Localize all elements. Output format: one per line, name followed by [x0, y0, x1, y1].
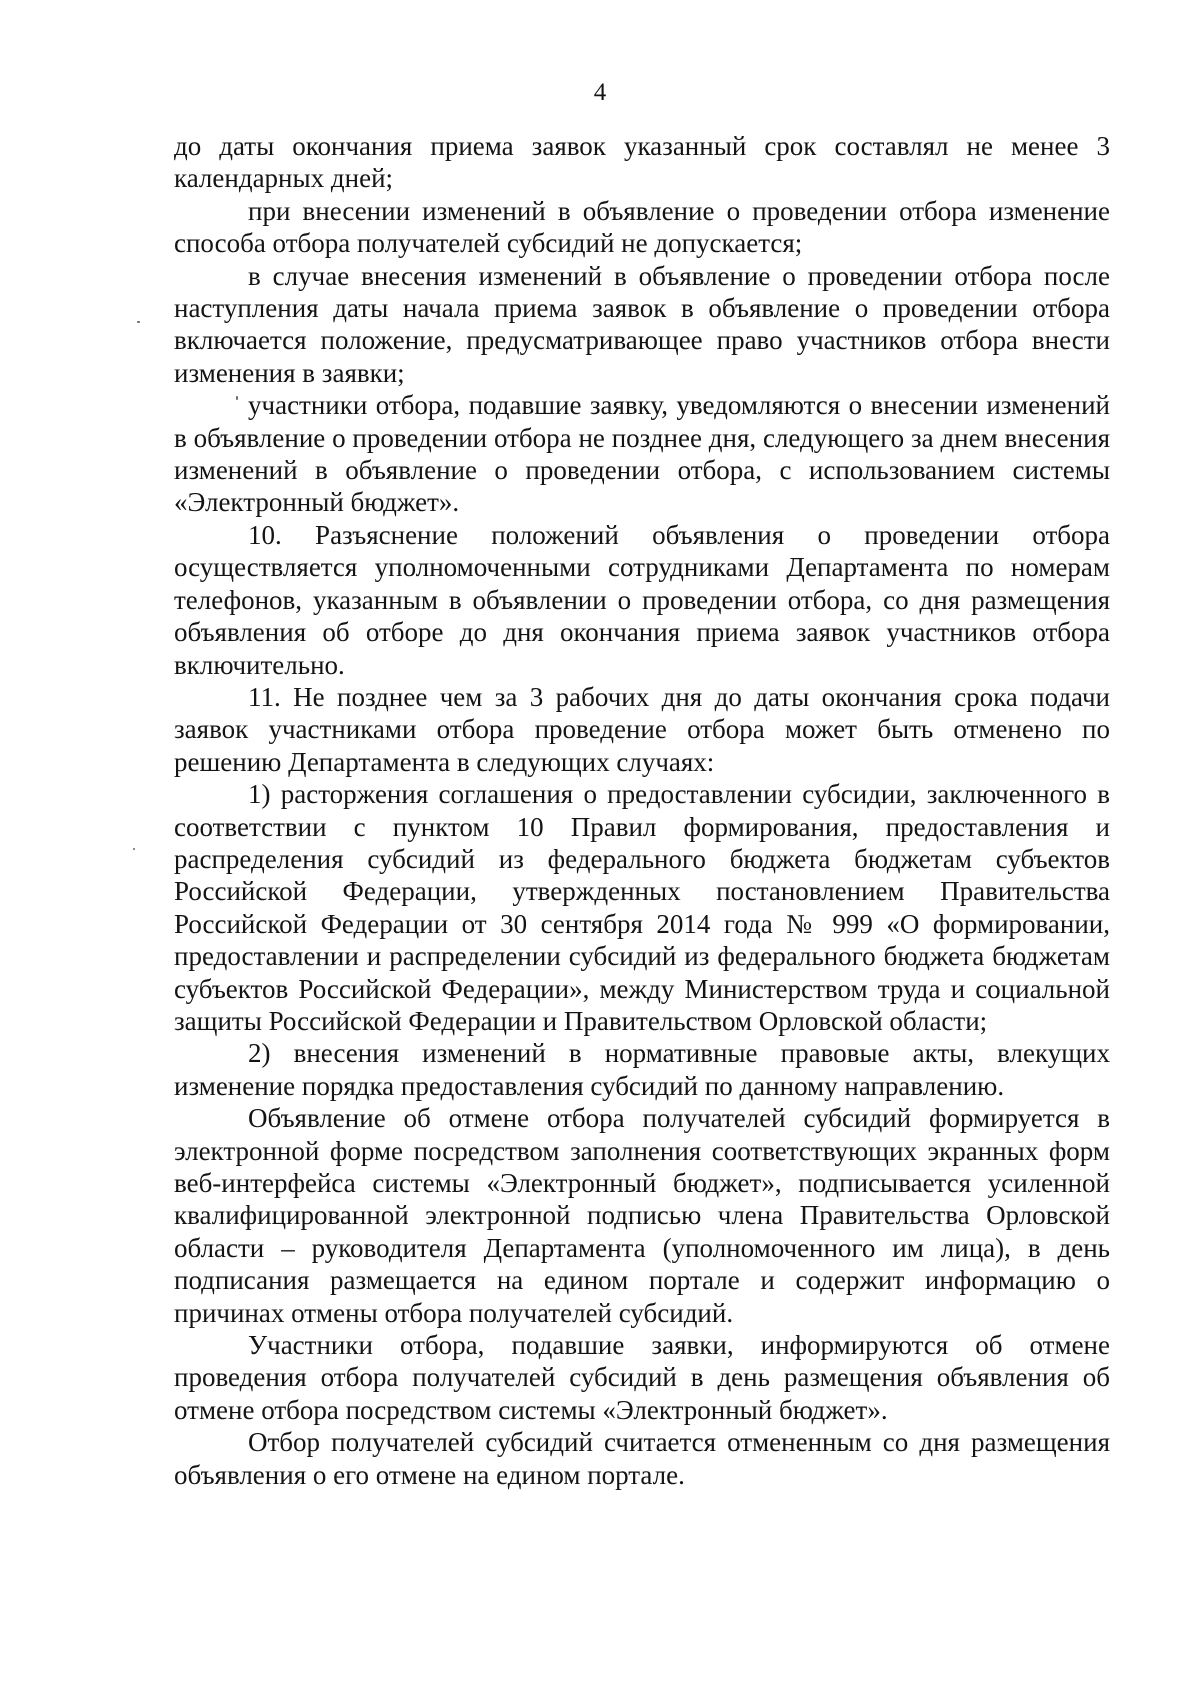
paragraph: в случае внесения изменений в объявление о проведении отбора после наступления даты начала приема заявок в объявление о проведении отбора включается положение, предусматривающее право участников отбора внести изменения в заявки;	[174, 260, 1110, 388]
page-number: 4	[593, 79, 607, 106]
paragraph-item-10: 10. Разъяснение положений объявления о проведении отбора осуществляется уполномоченными сотрудниками Департамента по номерам телефонов, указанным в объявлении о проведении отбора, со дня размещения объявления об отборе до дня окончания приема заявок участников отбора включительно.	[174, 519, 1110, 680]
paragraph-subitem-2: 2) внесения изменений в нормативные правовые акты, влекущих изменение порядка предоставления субсидий по данному направлению.	[174, 1038, 1110, 1101]
scan-speck	[236, 396, 238, 400]
paragraph: участники отбора, подавшие заявку, уведомляются о внесении изменений в объявление о проведении отбора не позднее дня, следующего за днем внесения изменений в объявление о проведении отбора, с использованием системы «Электронный бюджет».	[174, 390, 1110, 518]
paragraph: при внесении изменений в объявление о проведении отбора изменение способа отбора получателей субсидий не допускается;	[174, 195, 1110, 259]
document-body	[174, 130, 1110, 1491]
paragraph: до даты окончания приема заявок указанный срок составлял не менее 3 календарных дней;	[174, 131, 1110, 194]
paragraph: Отбор получателей субсидий считается отмененным со дня размещения объявления о его отмене на едином портале.	[174, 1427, 1110, 1490]
scan-speck	[137, 321, 140, 323]
paragraph-item-11: 11. Не позднее чем за 3 рабочих дня до даты окончания срока подачи заявок участниками отбора проведение отбора может быть отменено по решению Департамента в следующих случаях:	[174, 681, 1110, 777]
paragraph: Участники отбора, подавшие заявки, информируются об отмене проведения отбора получателей субсидий в день размещения объявления об отмене отбора посредством системы «Электронный бюджет».	[174, 1330, 1110, 1425]
paragraph-subitem-1: 1) расторжения соглашения о предоставлении субсидии, заключенного в соответствии с пунктом 10 Правил формирования, предоставления и распределения субсидий из федерального бюджета бюджетам субъектов Российской Федерации, утвержденных постановлением Правительства Российской Федерации от 30 сентября 2014 года № 999 «О формировании, предоставлении и распределении субсидий из федерального бюджета бюджетам субъектов Российской Федерации», между Министерством труда и социальной защиты Российской Федерации и Правительством Орловской области;	[174, 779, 1110, 1036]
paragraph: Объявление об отмене отбора получателей субсидий формируется в электронной форме посредством заполнения соответствующих экранных форм веб-интерфейса системы «Электронный бюджет», подписывается усиленной квалифицированной электронной подписью члена Правительства Орловской области – руководителя Департамента (уполномоченного им лица), в день подписания размещается на едином портале и содержит информацию о причинах отмены отбора получателей субсидий.	[174, 1103, 1110, 1328]
scan-speck	[133, 848, 135, 850]
